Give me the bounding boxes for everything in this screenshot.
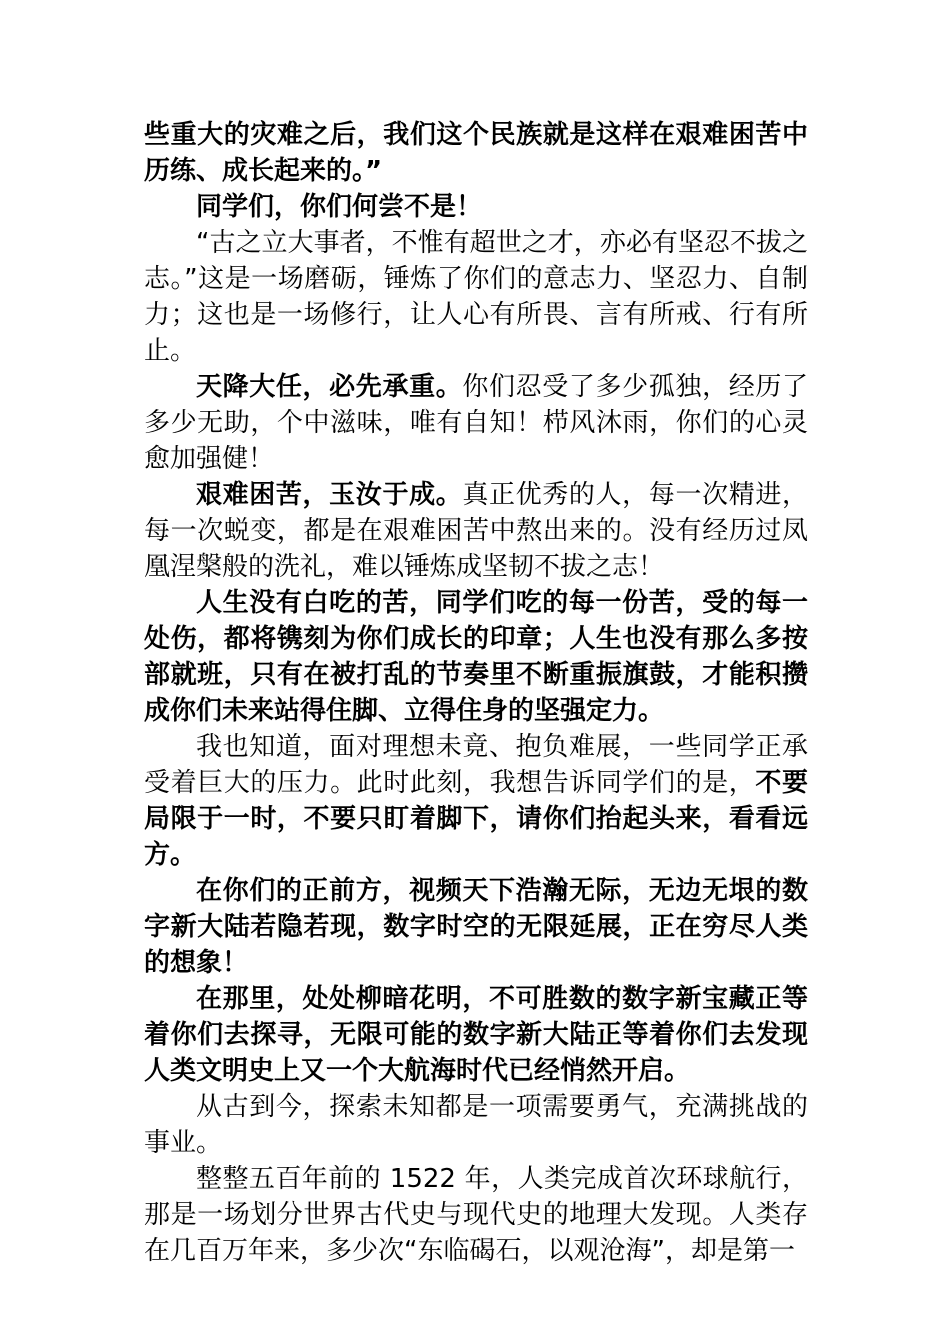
paragraph-2 xyxy=(144,189,808,225)
paragraph-text: 真正优秀的人，每一次精进，每一次蜕变，都是在艰难困苦中熬出来的。没有经历过凤凰涅槃般的洗礼，难以锤炼成坚韧不拔之志！ xyxy=(144,480,808,582)
paragraph-3 xyxy=(144,225,808,369)
paragraph-10 xyxy=(144,1089,808,1161)
paragraph-9 xyxy=(144,981,808,1089)
paragraph-tail-bold: 不要局限于一时，不要只盯着脚下，请你们抬起头来，看看远方。 xyxy=(144,768,808,870)
paragraph-1 xyxy=(144,117,808,189)
paragraph-text-bold: 在你们的正前方，视频天下浩瀚无际，无边无垠的数字新大陆若隐若现，数字时空的无限延展，正在穷尽人类的想象！ xyxy=(144,876,808,978)
paragraph-text: 你们忍受了多少孤独，经历了多少无助，个中滋味，唯有自知！栉风沐雨，你们的心灵愈加强健！ xyxy=(144,372,808,474)
paragraph-text-bold: 人生没有白吃的苦，同学们吃的每一份苦，受的每一处伤，都将镌刻为你们成长的印章；人生也没有那么多按部就班，只有在被打乱的节奏里不断重振旗鼓，才能积攒成你们未来站得住脚、立得住身的坚强定力。 xyxy=(144,588,808,726)
paragraph-text: 整整五百年前的 1522 年，人类完成首次环球航行，那是一场划分世界古代史与现代史的地理大发现。人类存在几百万年来，多少次“东临碣石，以观沧海”，却是第一 xyxy=(144,1164,808,1266)
paragraph-8 xyxy=(144,873,808,981)
paragraph-11 xyxy=(144,1161,808,1269)
paragraph-7 xyxy=(144,729,808,873)
document-body xyxy=(144,117,808,1269)
paragraph-lead-bold: 天降大任，必先承重。 xyxy=(196,372,463,402)
paragraph-text-bold: 些重大的灾难之后，我们这个民族就是这样在艰难困苦中历练、成长起来的。” xyxy=(144,120,808,186)
paragraph-text: 从古到今，探索未知都是一项需要勇气，充满挑战的事业。 xyxy=(144,1092,808,1158)
paragraph-text: “古之立大事者，不惟有超世之才，亦必有坚忍不拔之志。”这是一场磨砺，锤炼了你们的意志力、坚忍力、自制力；这也是一场修行，让人心有所畏、言有所戒、行有所止。 xyxy=(144,228,808,366)
paragraph-6 xyxy=(144,585,808,729)
paragraph-text-bold: 同学们，你们何尝不是！ xyxy=(196,192,483,222)
paragraph-lead-bold: 艰难困苦，玉汝于成。 xyxy=(196,480,463,510)
paragraph-4 xyxy=(144,369,808,477)
paragraph-text: 我也知道，面对理想未竟、抱负难展，一些同学正承受着巨大的压力。此时此刻，我想告诉同学们的是， xyxy=(144,732,808,798)
paragraph-text-bold: 在那里，处处柳暗花明，不可胜数的数字新宝藏正等着你们去探寻，无限可能的数字新大陆正等着你们去发现人类文明史上又一个大航海时代已经悄然开启。 xyxy=(144,984,808,1086)
paragraph-5 xyxy=(144,477,808,585)
